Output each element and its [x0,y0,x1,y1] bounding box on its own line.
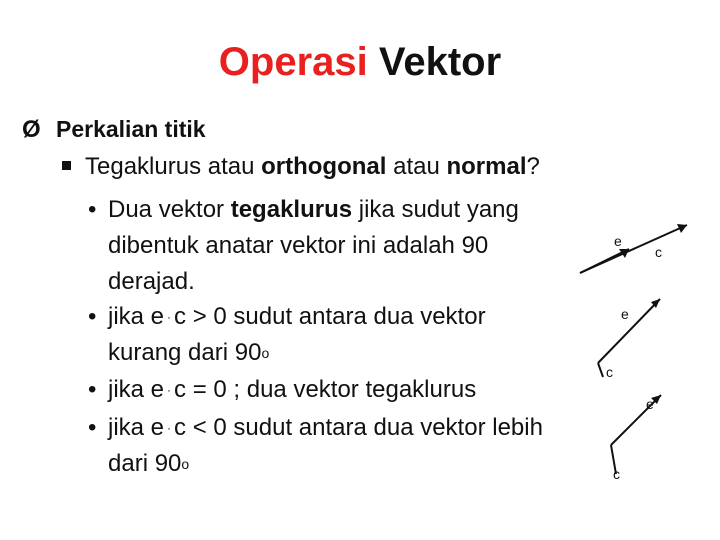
vector-e-line-diagram-2 [598,299,660,363]
title-part-operasi: Operasi [218,40,368,84]
bullet-icon: • [88,196,97,223]
subheading-pre: Tegaklurus atau [85,153,262,180]
label-e-diagram-2: e [621,306,629,322]
vector-c-line-diagram-2 [598,363,603,377]
bullet-icon: • [88,376,97,403]
bullet-icon: • [88,414,97,441]
bullet-icon: • [88,303,97,330]
section-heading-text: Perkalian titik [56,116,206,142]
bullet-1-line-2: dibentuk anatar vektor ini adalah 90 [108,232,489,259]
dot-operator: · [167,421,172,435]
bullet-2-b: c > 0 sudut antara dua vektor [174,303,486,330]
bullet-1-line-3: derajad. [108,268,195,295]
bullet-4-line-2-text: dari 90 [108,450,182,477]
degree-superscript: o [181,456,190,472]
label-c-diagram-3: c [613,466,620,482]
label-c-diagram-2: c [606,364,613,380]
bullet-4-a: jika e [108,414,165,441]
subheading-mid: atau [386,153,447,180]
bullet-3-a: jika e [108,376,165,403]
vector-c-line-diagram-1 [580,225,687,273]
bullet-2-line-2-text: kurang dari 90 [108,339,262,366]
title-part-vektor: Vektor [378,40,502,84]
label-e-diagram-3: e [646,396,654,412]
degree-superscript: o [261,345,270,361]
bullet-4-b: c < 0 sudut antara dua vektor lebih [174,414,543,441]
dot-operator: · [167,383,172,397]
bullet-1-pre: Dua vektor [108,196,231,223]
subheading-post: ? [526,153,540,180]
label-e-diagram-1: e [614,233,622,249]
dot-operator: · [167,310,172,324]
subheading-bold-normal: normal [446,153,527,180]
subheading-bold-orthogonal: orthogonal [261,153,387,180]
label-c-diagram-1: c [655,244,662,260]
bullet-2-a: jika e [108,303,165,330]
bullet-1-bold: tegaklurus [230,196,353,223]
bullet-3-b: c = 0 ; dua vektor tegaklurus [174,376,477,403]
arrow-bullet-icon: Ø [22,116,41,143]
bullet-1-post: jika sudut yang [352,196,519,223]
